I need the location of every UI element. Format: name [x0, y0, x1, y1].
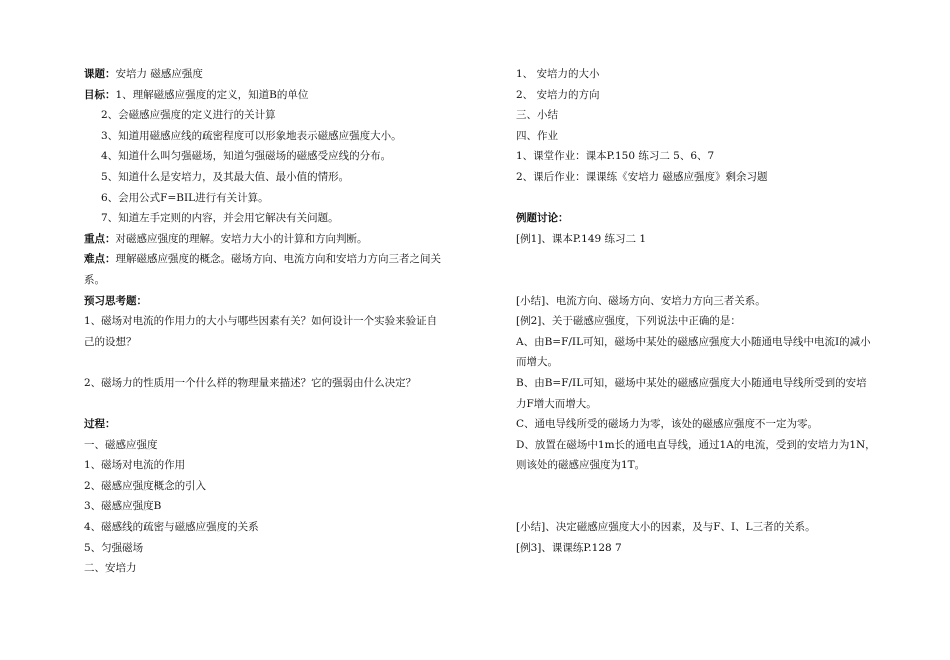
goal-item: 1、理解磁感应强度的定义，知道B的单位 [115, 88, 309, 101]
right-column [516, 64, 876, 558]
preview-label: 预习思考题： [84, 294, 147, 307]
process-item: 3、磁感应强度B [84, 500, 162, 513]
option-b: B、由B=F/IL可知，磁场中某处的磁感应强度大小随通电导线所受到的安培力F增大而增大。 [516, 376, 867, 410]
topic-line [84, 64, 444, 85]
preview-question: 2、磁场力的性质用一个什么样的物理量来描述？它的强弱由什么决定？ [84, 376, 417, 389]
process-item: 5、匀强磁场 [84, 541, 144, 554]
goals-label: 目标： [84, 88, 116, 101]
homework-item: 2、课后作业：课课练《安培力 磁感应强度》剩余习题 [516, 170, 768, 183]
process-item: 2、磁感应强度概念的引入 [84, 479, 207, 492]
homework-item: 1、课堂作业：课本P.150 练习二 5、6、7 [516, 150, 715, 163]
difficulty-value: 理解磁感应强度的概念。磁场方向、电流方向和安培力方向三者之间关系。 [84, 253, 441, 286]
process-item: 1、磁场对电流的作用 [84, 459, 186, 472]
goal-item: 3、知道用磁感应线的疏密程度可以形象地表示磁感应强度大小。 [101, 129, 402, 142]
goal-item: 6、会用公式F=BIL进行有关计算。 [101, 191, 269, 204]
key-point-label: 重点： [84, 232, 116, 245]
goal-item: 5、知道什么是安培力，及其最大值、最小值的情形。 [101, 170, 350, 183]
discussion-label: 例题讨论： [516, 212, 569, 225]
summary-2: [小结]、决定磁感应强度大小的因素，及与F、I、L三者的关系。 [516, 521, 816, 534]
outline-item: 1、 安培力的大小 [516, 68, 600, 80]
outline-item: 四、作业 [516, 129, 558, 142]
summary-1: [小结]、电流方向、磁场方向、安培力方向三者关系。 [516, 294, 766, 307]
topic-label: 课题： [84, 68, 116, 80]
process-item: 二、安培力 [84, 562, 137, 575]
option-d: D、放置在磁场中1m长的通电直导线，通过1A的电流，受到的安培力为1N，则该处的磁感应强度为1T。 [516, 438, 876, 472]
example-1: [例1]、课本P.149 练习二 1 [516, 232, 647, 245]
option-c: C、通电导线所受的磁场力为零，该处的磁感应强度不一定为零。 [516, 418, 819, 431]
outline-item: 2、 安培力的方向 [516, 88, 600, 101]
process-label: 过程： [84, 418, 116, 431]
left-column [84, 64, 444, 579]
example-2: [例2]、关于磁感应强度，下列说法中正确的是： [516, 315, 741, 328]
difficulty-label: 难点： [84, 253, 116, 266]
topic-value: 安培力 磁感应强度 [115, 68, 203, 80]
goal-item: 4、知道什么叫匀强磁场，知道匀强磁场的磁感受应线的分布。 [101, 150, 392, 163]
goal-item: 2、会磁感应强度的定义进行的关计算 [101, 109, 276, 122]
process-item: 一、磁感应强度 [84, 438, 158, 451]
key-point-value: 对磁感应强度的理解。安培力大小的计算和方向判断。 [115, 232, 368, 245]
process-item: 4、磁感线的疏密与磁感应强度的关系 [84, 521, 259, 534]
key-point-line [84, 229, 444, 250]
preview-question: 1、磁场对电流的作用力的大小与哪些因素有关？如何设计一个实验来验证自己的设想？ [84, 315, 438, 348]
goals-line [84, 85, 444, 106]
outline-item: 三、小结 [516, 109, 558, 122]
goal-item: 7、知道左手定则的内容，并会用它解决有关问题。 [101, 212, 339, 225]
example-3: [例3]、课课练P.128 7 [516, 541, 622, 554]
option-a: A、由B=F/IL可知，磁场中某处的磁感应强度大小随通电导线中电流I的减小而增大。 [516, 335, 871, 369]
difficulty-line [84, 249, 444, 290]
